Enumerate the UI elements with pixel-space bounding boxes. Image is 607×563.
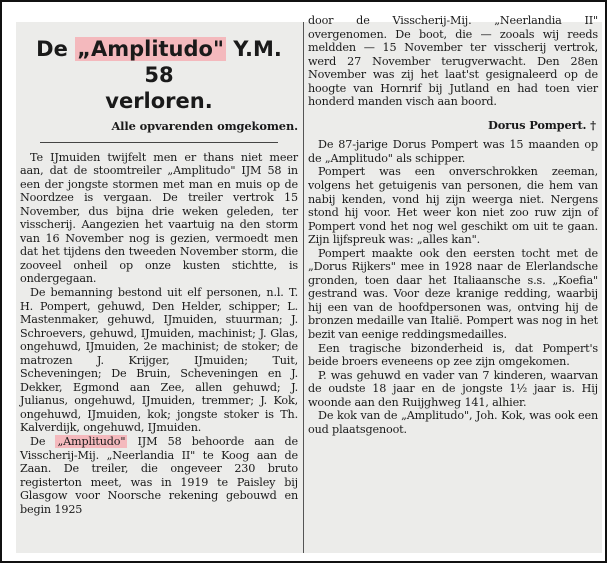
subheadline: Alle opvarenden omgekomen. bbox=[111, 119, 298, 133]
right-paragraph-4: Een tragische bizonderheid is, dat Pompert's beide broers eveneens op zee zijn omgekomen. bbox=[308, 341, 598, 369]
headline-suffix: Y.M. 58 bbox=[144, 37, 282, 87]
headline-highlight: „Amplitudo" bbox=[77, 37, 224, 61]
paragraph-2: De bemanning bestond uit elf personen, n.l. T. H. Pompert, gehuwd, Den Helder, schipper; L. Mastenmaker, gehuwd, IJmuiden, stuurman; J. Schroevers, gehuwd, IJmuiden, machinist; J. Glas, ongehuwd, IJmuiden, 2e machinist; de stoker; de matrozen J. Krijger, IJmuiden; Tuit, Scheveningen; De Bruin, Scheveningen en J. Dekker, Egmond aan Zee, allen gehuwd; J. Julianus, ongehuwd, IJmuiden, tremmer; J. Kok, ongehuwd, IJmuiden, kok; jongste stoker is Th. Kalverdijk, ongehuwd, IJmuiden. bbox=[20, 286, 298, 435]
newspaper-clipping bbox=[16, 14, 602, 553]
paragraph-continuation: door de Visscherij-Mij. „Neerlandia II" overgenomen. De boot, die — zooals wij reeds meldden — 15 November ter visscherij vertrok, werd 27 November terugverwacht. Den 28en November was zij het laat'st gesignaleerd op de hoogte van Hornrif bij Jutland en had toen vier honderd manden visch aan boord. bbox=[308, 14, 598, 109]
headline bbox=[20, 36, 298, 114]
headline-prefix: De bbox=[36, 37, 76, 61]
right-paragraph-2: Pompert was een onverschrokken zeeman, volgens het getuigenis van personen, die hem van nabij kenden, vond hij zijn weerga niet. Nergens stond hij voor. Het weer kon niet zoo ruw zijn of Pompert vond het nog wel geschikt om uit te gaan. Zijn lijfspreuk was: „alles kan". bbox=[308, 165, 598, 247]
headline-line2: verloren. bbox=[105, 89, 213, 113]
paragraph-3-rest: IJM 58 behoorde aan de Visscherij-Mij. „Neerlandia II" te Koog aan de Zaan. De treiler, die ongeveer 230 bruto registerton meet, was in 1919 te Paisley bij Glasgow voor Noorsche rekening gebouwd en begin 1925 bbox=[20, 435, 299, 516]
right-paragraph-3: Pompert maakte ook den eersten tocht met de „Dorus Rijkers" mee in 1928 naar de Elerlandsche gronden, toen daar het Italiaansche s.s. „Koefia" gestrand was. Voor deze kranige redding, waarbij hij een van de hoofdpersonen was, ontving hij de bronzen medaille van Italië. Pompert was nog in het bezit van eenige reddingsmedailles. bbox=[308, 246, 598, 342]
right-paragraph-6: De kok van de „Amplitudo", Joh. Kok, was ook een oud plaatsgenoot. bbox=[308, 409, 598, 436]
right-paragraph-5: P. was gehuwd en vader van 7 kinderen, waarvan de oudste 18 jaar en de jongste 1½ jaar is. Hij woonde aan den Ruijghweg 141, alhier. bbox=[308, 368, 598, 409]
paragraph-3-prefix: De bbox=[30, 435, 56, 449]
column-divider bbox=[303, 22, 304, 553]
paragraph-3-highlight: „Amplitudo" bbox=[57, 435, 126, 449]
paragraph-1: Te IJmuiden twijfelt men er thans niet meer aan, dat de stoomtreiler „Amplitudo" IJM 58 in een der jongste stormen met man en muis op de Noordzee is vergaan. De treiler vertrok 15 November, dus bijna drie weken geleden, ter visscherij. Aangezien het vaartuig na den storm van 16 November nog is gezien, vermoedt men dat het tijdens den tweeden November storm, die zooveel onheil op onze kusten stichtte, is ondergegaan. bbox=[20, 150, 298, 286]
headline-line1 bbox=[20, 36, 298, 88]
right-paragraph-1: De 87-jarige Dorus Pompert was 15 maanden op de „Amplitudo" als schipper. bbox=[308, 138, 598, 165]
left-column bbox=[20, 36, 298, 516]
divider-rule bbox=[40, 142, 278, 143]
paragraph-3 bbox=[20, 435, 298, 516]
right-column bbox=[308, 14, 598, 436]
section-heading: Dorus Pompert. † bbox=[487, 117, 596, 132]
